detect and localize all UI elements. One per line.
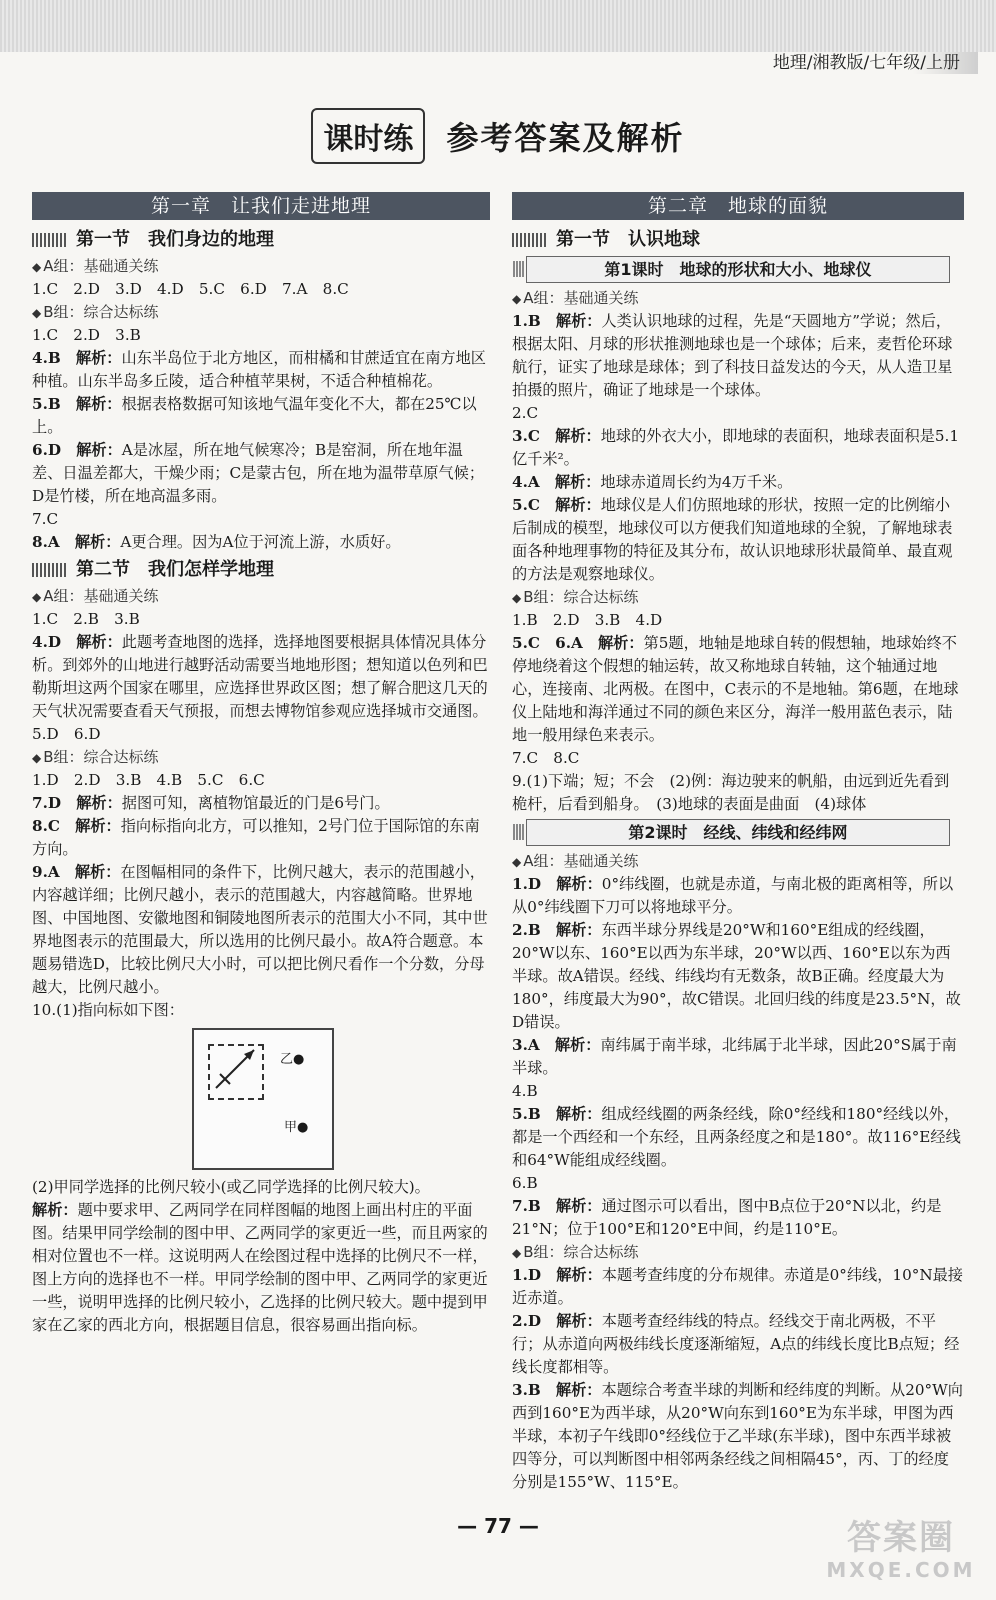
section-heading bbox=[32, 556, 490, 583]
answer-number: 8.A bbox=[32, 533, 60, 551]
page-title: 参考答案及解析 bbox=[446, 119, 685, 157]
lesson-heading: 第1课时 地球的形状和大小、地球仪 bbox=[526, 256, 950, 283]
answer-line: (2)甲同学选择的比例尺较小(或乙同学选择的比例尺较大)。 bbox=[32, 1178, 430, 1196]
answer-item bbox=[32, 631, 490, 723]
analysis-text: 根据表格数据可知该地气温年变化不大，都在25℃以上。 bbox=[32, 395, 477, 436]
answer-line: 1.C 2.B 3.B bbox=[32, 610, 140, 628]
chapter-heading: 第二章 地球的面貌 bbox=[512, 192, 964, 220]
answer-line: 1.C 2.D 3.D 4.D 5.C 6.D 7.A 8.C bbox=[32, 280, 349, 298]
section-bars-icon bbox=[32, 563, 68, 577]
group-label bbox=[512, 287, 964, 310]
analysis-label: 解析： bbox=[76, 633, 122, 651]
analysis-label: 解析： bbox=[597, 634, 644, 652]
answer-item bbox=[512, 1379, 964, 1494]
diamond-icon: ◆ bbox=[32, 590, 42, 604]
analysis-text: A更合理。因为A位于河流上游，水质好。 bbox=[120, 533, 401, 551]
answer-number: 5.B bbox=[512, 1105, 541, 1123]
answer-number: 8.C bbox=[32, 817, 60, 835]
diamond-icon: ◆ bbox=[512, 855, 522, 869]
answer-number: 3.C bbox=[512, 427, 540, 445]
section-title: 第二节 我们怎样学地理 bbox=[76, 559, 274, 580]
analysis-label: 解析： bbox=[555, 1381, 602, 1399]
analysis-label: 解析： bbox=[555, 312, 602, 330]
answer-number: 1.B bbox=[512, 312, 541, 330]
title-box: 课时练 bbox=[311, 108, 425, 164]
analysis-label: 解析： bbox=[555, 1197, 602, 1215]
group-label-text: B组：综合达标练 bbox=[43, 303, 159, 321]
answer-line: 1.D 2.D 3.B 4.B 5.C 6.C bbox=[32, 771, 265, 789]
answer-item bbox=[32, 347, 490, 393]
analysis-text: 山东半岛位于北方地区，而柑橘和甘蔗适宜在南方地区种植。山东半岛多丘陵，适合种植苹果树，不适合种植棉花。 bbox=[32, 349, 486, 390]
answer-line: 5.D 6.D bbox=[32, 725, 101, 743]
answer-number: 3.B bbox=[512, 1381, 541, 1399]
watermark-url: MXQE.COM bbox=[826, 1558, 976, 1582]
diamond-icon: ◆ bbox=[32, 751, 42, 765]
answer-item bbox=[512, 919, 964, 1034]
answer-item bbox=[512, 471, 964, 494]
diamond-icon: ◆ bbox=[32, 306, 42, 320]
group-label-text: A组：基础通关练 bbox=[523, 289, 639, 307]
answer-line: 1.B 2.D 3.B 4.D bbox=[512, 611, 663, 629]
analysis-text: 本题考查纬度的分布规律。赤道是0°纬线，10°N最接近赤道。 bbox=[512, 1266, 963, 1307]
analysis-text: 指向标指向北方，可以推知，2号门位于国际馆的东南方向。 bbox=[32, 817, 480, 858]
analysis-label: 解析： bbox=[554, 473, 601, 491]
section-bars-icon bbox=[512, 233, 548, 247]
answer-number: 5.C bbox=[512, 496, 540, 514]
answer-line: 10.(1)指向标如下图： bbox=[32, 1001, 184, 1019]
analysis-text: 此题考查地图的选择，选择地图要根据具体情况具体分析。到郊外的山地进行越野活动需要当地地形图；想知道以色列和巴勒斯坦这两个国家在哪里，应选择世界政区图；想了解合肥这几天的天气状况需要查看天气预报，而想去博物馆参观应选择城市交通图。 bbox=[32, 633, 488, 720]
group-label bbox=[32, 301, 490, 324]
page-title-row bbox=[0, 108, 996, 168]
analysis-label: 解析： bbox=[76, 794, 122, 812]
answer-number: 2.D bbox=[512, 1312, 542, 1330]
answer-number: 1.D bbox=[512, 1266, 542, 1284]
analysis-text: 地球仪是人们仿照地球的形状，按照一定的比例缩小后制成的模型，地球仪可以方便我们知道地球的全貌，了解地球表面各种地理事物的特征及其分布，故认识地球形状最简单、最直观的方法是观察地球仪。 bbox=[512, 496, 953, 583]
answer-line: 6.B bbox=[512, 1174, 538, 1192]
analysis-text: 人类认识地球的过程，先是“天圆地方”学说；然后，根据太阳、月球的形状推测地球也是一个球体；后来，麦哲伦环球航行，证实了地球是球体；到了科技日益发达的今天，从人造卫星拍摄的照片，确证了地球是一个球体。 bbox=[512, 312, 953, 399]
group-label-text: B组：综合达标练 bbox=[523, 1243, 639, 1261]
answer-item bbox=[32, 861, 490, 999]
answer-item bbox=[512, 1034, 964, 1080]
answer-number: 2.B bbox=[512, 921, 541, 939]
answer-item bbox=[512, 494, 964, 586]
point-jia: 甲● bbox=[284, 1120, 309, 1135]
answer-number: 4.A bbox=[512, 473, 540, 491]
diamond-icon: ◆ bbox=[512, 292, 522, 306]
section-title: 第一节 认识地球 bbox=[556, 229, 700, 250]
analysis-text: 题中要求甲、乙两同学在同样图幅的地图上画出村庄的平面图。结果甲同学绘制的图中甲、乙两同学的家更近一些，而且两家的相对位置也不一样。这说明两人在绘图过程中选择的比例尺不一样，图上方向的选择也不一样。甲同学绘制的图中甲、乙两同学的家更近一些，说明甲选择的比例尺较小，乙选择的比例尺较大。题中提到甲家在乙家的西北方向，根据题目信息，很容易画出指向标。 bbox=[32, 1201, 488, 1334]
section-heading bbox=[32, 226, 490, 253]
answer-item bbox=[512, 1310, 964, 1379]
group-label-text: A组：基础通关练 bbox=[43, 257, 159, 275]
left-column bbox=[32, 192, 490, 1337]
answer-item bbox=[32, 792, 490, 815]
analysis-label: 解析： bbox=[556, 1266, 602, 1284]
analysis-label: 解析： bbox=[32, 1201, 78, 1219]
analysis-text: 南纬属于南半球，北纬属于北半球，因此20°S属于南半球。 bbox=[512, 1036, 957, 1077]
answer-number: 1.D bbox=[512, 875, 542, 893]
group-label bbox=[512, 586, 964, 609]
watermark-text: 答案圈 bbox=[847, 1518, 955, 1558]
analysis-label: 解析： bbox=[75, 817, 121, 835]
answer-line: 7.C 8.C bbox=[512, 749, 580, 767]
answer-line: 4.B bbox=[512, 1082, 538, 1100]
answer-number: 7.B bbox=[512, 1197, 541, 1215]
analysis-label: 解析： bbox=[555, 427, 601, 445]
analysis-text: A是冰屋，所在地气候寒冷；B是窑洞，所在地年温差、日温差都大，干燥少雨；C是蒙古包，所在地为温带草原气候；D是竹楼，所在地高温多雨。 bbox=[32, 441, 485, 505]
answer-item bbox=[32, 393, 490, 439]
answer-number: 5.B bbox=[32, 395, 61, 413]
lesson-heading: 第2课时 经线、纬线和经纬网 bbox=[526, 819, 950, 846]
answer-number: 6.D bbox=[32, 441, 62, 459]
analysis-label: 解析： bbox=[556, 1312, 602, 1330]
analysis-label: 解析： bbox=[555, 496, 601, 514]
analysis-text: 本题考查经纬线的特点。经线交于南北两极，不平行；从赤道向两极纬线长度逐渐缩短，A点的纬线长度比B点短；经线长度都相等。 bbox=[512, 1312, 960, 1376]
analysis-label: 解析： bbox=[74, 863, 121, 881]
right-column bbox=[512, 192, 964, 1494]
diamond-icon: ◆ bbox=[512, 1246, 522, 1260]
answer-item bbox=[32, 1199, 490, 1337]
answer-number: 9.A bbox=[32, 863, 60, 881]
analysis-label: 解析： bbox=[555, 921, 602, 939]
answer-item bbox=[512, 1195, 964, 1241]
header-band bbox=[0, 0, 996, 52]
group-label-text: B组：综合达标练 bbox=[43, 748, 159, 766]
answer-item bbox=[32, 531, 490, 554]
answer-number: 5.C 6.A bbox=[512, 634, 583, 652]
analysis-text: 组成经线圈的两条经线，除0°经线和180°经线以外，都是一个西经和一个东经，且两条经度之和是180°。故116°E经线和64°W能组成经线圈。 bbox=[512, 1105, 961, 1169]
answer-line: 7.C bbox=[32, 510, 59, 528]
answer-item bbox=[512, 632, 964, 747]
analysis-label: 解析： bbox=[556, 875, 602, 893]
analysis-label: 解析： bbox=[555, 1105, 602, 1123]
point-yi: 乙● bbox=[280, 1052, 305, 1067]
section-bars-icon bbox=[32, 233, 68, 247]
section-title: 第一节 我们身边的地理 bbox=[76, 229, 274, 250]
analysis-text: 0°纬线圈，也就是赤道，与南北极的距离相等，所以从0°纬线圈下刀可以将地球平分。 bbox=[512, 875, 954, 916]
analysis-label: 解析： bbox=[75, 395, 122, 413]
group-label bbox=[512, 1241, 964, 1264]
answer-number: 7.D bbox=[32, 794, 62, 812]
answer-item bbox=[512, 1103, 964, 1172]
answer-number: 4.B bbox=[32, 349, 61, 367]
group-label bbox=[32, 746, 490, 769]
page-number: — 77 — bbox=[457, 1514, 539, 1538]
answer-line: 1.C 2.D 3.B bbox=[32, 326, 141, 344]
answer-item bbox=[512, 873, 964, 919]
direction-figure bbox=[192, 1028, 334, 1170]
group-label-text: B组：综合达标练 bbox=[523, 588, 639, 606]
analysis-text: 地球的外衣大小，即地球的表面积，地球表面积是5.1亿千米²。 bbox=[512, 427, 959, 468]
analysis-text: 通过图示可以看出，图中B点位于20°N以北，约是21°N；位于100°E和120°E中间，约是110°E。 bbox=[512, 1197, 942, 1238]
analysis-text: 据图可知，离植物馆最近的门是6号门。 bbox=[121, 794, 390, 812]
analysis-text: 第5题，地轴是地球自转的假想轴，地球始终不停地绕着这个假想的轴运转，故又称地球自转轴，这个轴通过地心，连接南、北两极。在图中，C表示的不是地轴。第6题，在地球仪上陆地和海洋通过不同的颜色来区分，海洋一般用蓝色表示，陆地一般用绿色来表示。 bbox=[512, 634, 959, 744]
section-heading bbox=[512, 226, 964, 253]
subject-tag: 地理/湘教版/七年级/上册 bbox=[761, 52, 978, 74]
diamond-icon: ◆ bbox=[512, 591, 522, 605]
answer-line: 2.C bbox=[512, 404, 539, 422]
answer-number: 4.D bbox=[32, 633, 62, 651]
group-label-text: A组：基础通关练 bbox=[523, 852, 639, 870]
answer-item bbox=[512, 310, 964, 402]
answer-item bbox=[32, 439, 490, 508]
answer-item bbox=[512, 425, 964, 471]
analysis-text: 东西半球分界线是20°W和160°E组成的经线圈，20°W以东、160°E以西为东半球，20°W以西、160°E以东为西半球。故A错误。经线、纬线均有无数条，故B正确。经度最大为180°，纬度最大为90°，故C错误。北回归线的纬度是23.5°N，故D错误。 bbox=[512, 921, 961, 1031]
group-label bbox=[32, 585, 490, 608]
answer-number: 3.A bbox=[512, 1036, 540, 1054]
group-label bbox=[32, 255, 490, 278]
group-label-text: A组：基础通关练 bbox=[43, 587, 159, 605]
diamond-icon: ◆ bbox=[32, 260, 42, 274]
answer-item bbox=[32, 815, 490, 861]
answer-item bbox=[512, 1264, 964, 1310]
analysis-text: 地球赤道周长约为4万千米。 bbox=[600, 473, 793, 491]
chapter-heading: 第一章 让我们走进地理 bbox=[32, 192, 490, 220]
group-label bbox=[512, 850, 964, 873]
analysis-label: 解析： bbox=[74, 533, 121, 551]
analysis-text: 在图幅相同的条件下，比例尺越大，表示的范围越小，内容越详细；比例尺越小，表示的范围越大，内容越简略。世界地图、中国地图、安徽地图和铜陵地图所表示的范围大小不同，其中世界地图表示的范围最大，所以选用的比例尺最小。故A符合题意。本题易错选D，比较比例尺大小时，可以把比例尺看作一个分数，分母越大，比例尺越小。 bbox=[32, 863, 488, 996]
watermark-logo bbox=[826, 1518, 976, 1590]
answer-line: 9.(1)下端；短；不会 (2)例：海边驶来的帆船，由远到近先看到桅杆，后看到船身。 (3)地球的表面是曲面 (4)球体 bbox=[512, 772, 950, 813]
north-arrow-icon bbox=[208, 1044, 260, 1096]
analysis-label: 解析： bbox=[75, 349, 122, 367]
analysis-label: 解析： bbox=[76, 441, 122, 459]
analysis-label: 解析： bbox=[554, 1036, 601, 1054]
analysis-text: 本题综合考查半球的判断和经纬度的判断。从20°W向西到160°E为西半球，从20°W向东到160°E为东半球，甲图为西半球，本初子午线即0°经线位于乙半球(东半球)，图中东西半球被四等分，可以判断图中相邻两条经线之间相隔45°，丙、丁的经度分别是155°W、115°E。 bbox=[512, 1381, 963, 1491]
